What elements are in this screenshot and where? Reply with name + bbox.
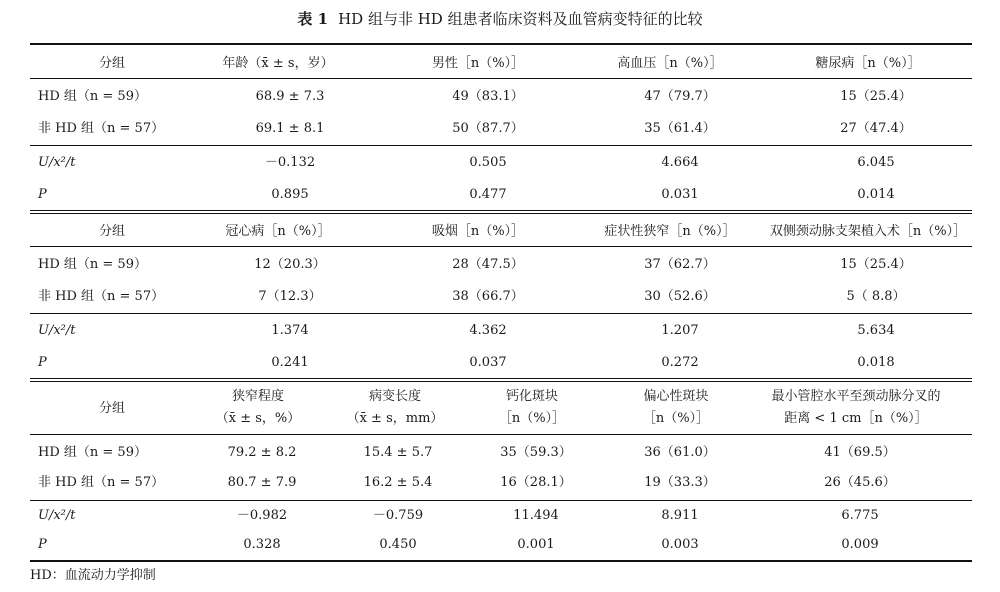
- bottom-rule: [30, 560, 972, 562]
- s2-header-bilateral: 双侧颈动脉支架植入术［n（%）］: [769, 224, 967, 239]
- s1-row4-label: P: [38, 187, 47, 202]
- s3-row4-stenosis: 0.328: [243, 537, 281, 552]
- s1-row2-label: 非 HD 组（n = 57）: [38, 121, 165, 136]
- s3-row2-calcified: 16（28.1）: [500, 475, 572, 490]
- table-number: 表 1: [297, 10, 329, 28]
- s2-row3-symptomatic: 1.207: [661, 323, 699, 338]
- s1-row2-diabetes: 27（47.4）: [840, 121, 912, 136]
- s3-header-group: 分组: [98, 401, 126, 416]
- s1-row4-hypertension: 0.031: [661, 187, 699, 202]
- s1-row1-diabetes: 15（25.4）: [840, 89, 912, 104]
- s3-row4-label: P: [38, 537, 47, 552]
- s2-row3-chd: 1.374: [271, 323, 309, 338]
- s1-row1-hypertension: 47（79.7）: [644, 89, 716, 104]
- s2-header-symptomatic: 症状性狭窄［n（%）］: [604, 224, 736, 239]
- s1-header-diabetes: 糖尿病［n（%）］: [815, 56, 921, 71]
- s2-header-group: 分组: [98, 224, 126, 239]
- s1-row4-diabetes: 0.014: [857, 187, 895, 202]
- s3-row1-stenosis: 79.2 ± 8.2: [227, 445, 297, 460]
- s3-row2-distance: 26（45.6）: [824, 475, 896, 490]
- s2-row4-smoking: 0.037: [469, 355, 507, 370]
- header-rule-3: [30, 434, 972, 435]
- s3-row2-stenosis: 80.7 ± 7.9: [227, 475, 297, 490]
- table-footnote: HD：血流动力学抑制: [30, 568, 156, 583]
- s3-row2-length: 16.2 ± 5.4: [363, 475, 433, 490]
- s3-header-distance: 最小管腔水平至颈动脉分叉的 距离 < 1 cm［n（%）］: [771, 389, 941, 426]
- s1-row3-age: －0.132: [264, 155, 316, 170]
- s3-header-calcified: 钙化斑块 ［n（%）］: [498, 389, 566, 426]
- s3-row3-stenosis: －0.982: [236, 508, 288, 523]
- s3-row2-eccentric: 19（33.3）: [644, 475, 716, 490]
- s2-row2-symptomatic: 30（52.6）: [644, 289, 716, 304]
- s2-row4-label: P: [38, 355, 47, 370]
- s3-row1-distance: 41（69.5）: [824, 445, 896, 460]
- stats-rule-1: [30, 145, 972, 146]
- top-rule: [30, 43, 972, 45]
- s1-row2-age: 69.1 ± 8.1: [255, 121, 325, 136]
- s1-row3-hypertension: 4.664: [661, 155, 699, 170]
- s2-row2-bilateral: 5（ 8.8）: [846, 289, 906, 304]
- s2-row1-label: HD 组（n = 59）: [38, 257, 147, 272]
- s2-row2-label: 非 HD 组（n = 57）: [38, 289, 165, 304]
- s3-row1-calcified: 35（59.3）: [500, 445, 572, 460]
- s3-row1-label: HD 组（n = 59）: [38, 445, 147, 460]
- section-rule-1b: [30, 213, 972, 214]
- s2-row1-smoking: 28（47.5）: [452, 257, 524, 272]
- s2-row4-symptomatic: 0.272: [661, 355, 699, 370]
- s1-header-age: 年龄（x̄ ± s，岁）: [222, 56, 334, 71]
- s1-row3-diabetes: 6.045: [857, 155, 895, 170]
- s2-header-smoking: 吸烟［n（%）］: [431, 224, 525, 239]
- s2-row3-bilateral: 5.634: [857, 323, 895, 338]
- s3-header-length: 病变长度 （x̄ ± s，mm）: [346, 389, 444, 426]
- s3-row3-distance: 6.775: [841, 508, 879, 523]
- s2-row3-smoking: 4.362: [469, 323, 507, 338]
- stats-rule-2: [30, 313, 972, 314]
- s3-row4-distance: 0.009: [841, 537, 879, 552]
- s1-row2-hypertension: 35（61.4）: [644, 121, 716, 136]
- s2-row1-chd: 12（20.3）: [254, 257, 326, 272]
- s3-row3-length: －0.759: [372, 508, 424, 523]
- s1-row1-label: HD 组（n = 59）: [38, 89, 147, 104]
- s1-row4-male: 0.477: [469, 187, 507, 202]
- section-rule-2b: [30, 381, 972, 382]
- s3-row4-length: 0.450: [379, 537, 417, 552]
- header-rule-2: [30, 246, 972, 247]
- s1-row3-male: 0.505: [469, 155, 507, 170]
- s3-row1-eccentric: 36（61.0）: [644, 445, 716, 460]
- table-caption: HD 组与非 HD 组患者临床资料及血管病变特征的比较: [338, 10, 703, 28]
- s3-header-eccentric: 偏心性斑块 ［n（%）］: [642, 389, 710, 426]
- s1-row4-age: 0.895: [271, 187, 309, 202]
- s1-row1-male: 49（83.1）: [452, 89, 524, 104]
- s1-header-hypertension: 高血压［n（%）］: [617, 56, 723, 71]
- s2-row3-label: U/x²/t: [38, 323, 76, 338]
- s2-row4-chd: 0.241: [271, 355, 309, 370]
- s1-header-group: 分组: [98, 56, 126, 71]
- s2-header-chd: 冠心病［n（%）］: [225, 224, 331, 239]
- header-rule-1: [30, 78, 972, 79]
- table-title: [0, 8, 1000, 30]
- s3-row3-label: U/x²/t: [38, 508, 76, 523]
- s2-row1-symptomatic: 37（62.7）: [644, 257, 716, 272]
- s3-row1-length: 15.4 ± 5.7: [363, 445, 433, 460]
- s1-header-male: 男性［n（%）］: [431, 56, 525, 71]
- s1-row1-age: 68.9 ± 7.3: [255, 89, 325, 104]
- s2-row4-bilateral: 0.018: [857, 355, 895, 370]
- stats-rule-3: [30, 500, 972, 501]
- s3-header-stenosis: 狭窄程度 （x̄ ± s，%）: [215, 389, 301, 426]
- s2-row1-bilateral: 15（25.4）: [840, 257, 912, 272]
- s3-row3-eccentric: 8.911: [661, 508, 699, 523]
- s2-row2-smoking: 38（66.7）: [452, 289, 524, 304]
- s3-row4-calcified: 0.001: [517, 537, 555, 552]
- s1-row2-male: 50（87.7）: [452, 121, 524, 136]
- s3-row2-label: 非 HD 组（n = 57）: [38, 475, 165, 490]
- s1-row3-label: U/x²/t: [38, 155, 76, 170]
- s3-row4-eccentric: 0.003: [661, 537, 699, 552]
- s2-row2-chd: 7（12.3）: [258, 289, 322, 304]
- s3-row3-calcified: 11.494: [513, 508, 559, 523]
